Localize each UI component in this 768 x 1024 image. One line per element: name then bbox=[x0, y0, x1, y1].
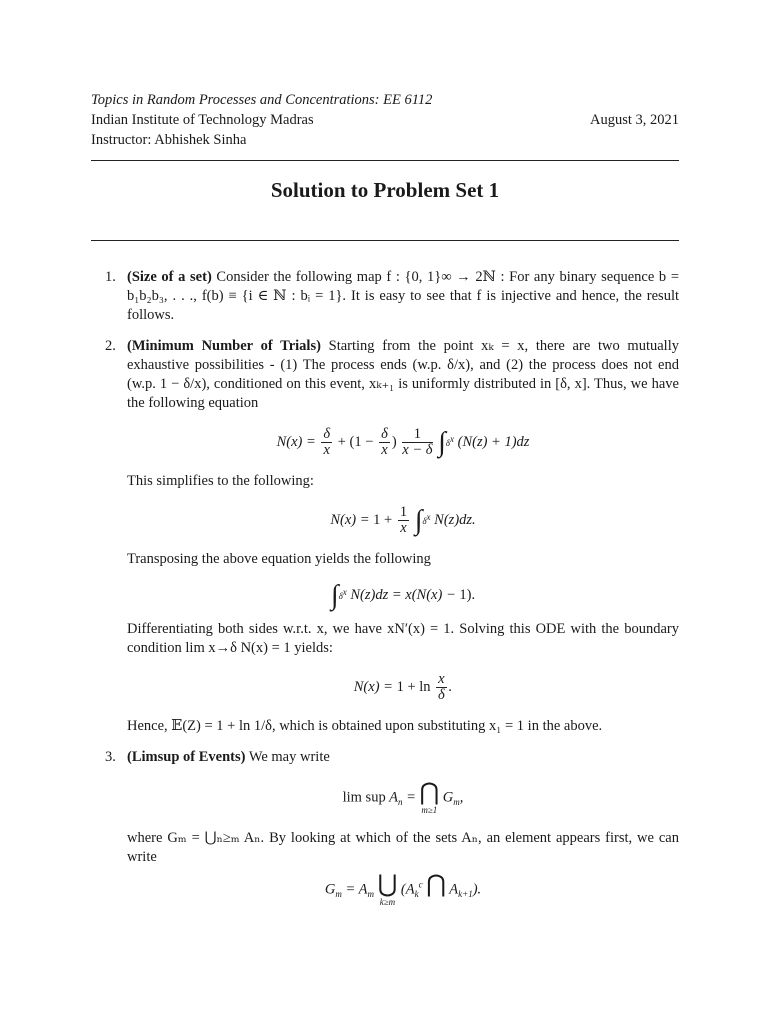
instructor-name: Instructor: Abhishek Sinha bbox=[91, 132, 247, 148]
problem-text: Starting from the point xₖ = x, there are two mutually exhaustive possibilities - (1) The process ends (w.p. δ/x), and (2) the process does not end (w.p. 1 − δ/x), conditioned on this event, xₖ₊₁ is uniformly distributed in [δ, x]. Thus, we have the following equation bbox=[127, 338, 679, 411]
page-title: Solution to Problem Set 1 bbox=[270, 178, 500, 202]
problem-2 bbox=[91, 337, 679, 736]
course-title: Topics in Random Processes and Concentrations: EE 6112 bbox=[91, 92, 433, 108]
institute-name: Indian Institute of Technology Madras bbox=[91, 112, 314, 128]
problem-number: 1. bbox=[105, 269, 116, 285]
problem-text: Consider the following map f : {0, 1}∞ → 2ℕ : For any binary sequence b = b₁b₂b₃, . . ., f(b) ≡ {i ∈ ℕ : bᵢ = 1}. It is easy to see that f is injective and hence, the result follows. bbox=[127, 269, 679, 323]
problem-heading: (Size of a set) bbox=[127, 269, 212, 285]
problem-3 bbox=[91, 748, 679, 907]
equation-limsup: lim sup $A_n$ = ⋂ m≥1 $G_m$, bbox=[342, 780, 464, 815]
document-header bbox=[91, 90, 679, 150]
paragraph-transposing: Transposing the above equation yields the following bbox=[127, 551, 431, 567]
problem-text: We may write bbox=[248, 749, 330, 765]
paragraph-conclusion: Hence, 𝔼(Z) = 1 + ln 1/δ, which is obtained upon substituting x₁ = 1 in the above. bbox=[127, 718, 603, 734]
problem-1 bbox=[91, 268, 679, 325]
equation-recurrence: N(x) = $\frac{\delta}{x}$ + (1 − $\frac{\delta}{x}$ ) $\frac{1}{x - \delta}$ $\int\delta^x$ (N(z) + 1)dz bbox=[276, 426, 530, 458]
top-divider bbox=[91, 160, 679, 161]
equation-solution: N(x) = 1 + ln $\frac{x}{\delta}$ . bbox=[353, 671, 453, 703]
document-date: August 3, 2021 bbox=[589, 112, 679, 128]
paragraph-simplifies: This simplifies to the following: bbox=[127, 473, 314, 489]
paragraph-where: where Gₘ = ⋃ₙ≥ₘ Aₙ. By looking at which of the sets Aₙ, an element appears first, we can write bbox=[127, 830, 679, 865]
bottom-divider bbox=[91, 240, 679, 241]
solutions-body bbox=[91, 268, 679, 921]
problem-heading: (Limsup of Events) bbox=[127, 749, 246, 765]
equation-simplified: N(x) = 1 + $\frac{1}{x}$ $\int\delta^x$ N(z)dz. bbox=[330, 504, 476, 536]
problem-number: 3. bbox=[105, 749, 116, 765]
problem-number: 2. bbox=[105, 338, 116, 354]
paragraph-differentiating: Differentiating both sides w.r.t. x, we have xN′(x) = 1. Solving this ODE with the boundary condition lim x→δ N(x) = 1 yields: bbox=[127, 621, 679, 656]
equation-transposed: $\int\delta^x$ N(z)dz = x(N(x) − 1). bbox=[330, 580, 476, 612]
equation-gm: $G_m = A_m$ ⋃ k≥m ($A_k^c$ ⋂ $A_{k+1}$). bbox=[324, 872, 482, 907]
problem-heading: (Minimum Number of Trials) bbox=[127, 338, 321, 354]
